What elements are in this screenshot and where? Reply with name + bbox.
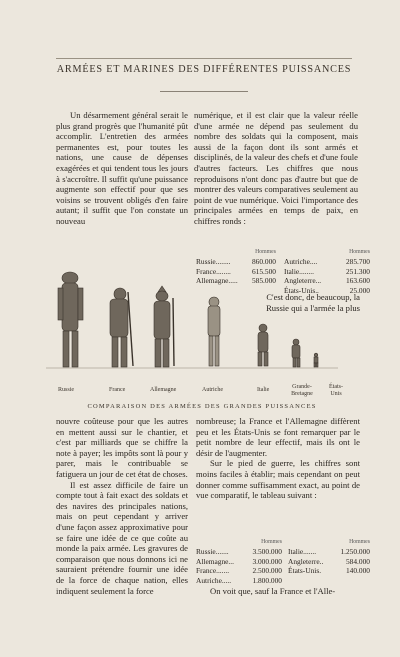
soldier-italy-figure <box>258 324 268 366</box>
paragraph: Il est assez difficile de faire un compte tout à fait exact des soldats et des navires des principales nations, mais on peut cependant y arriver d'une façon assez approximative pour se faire une idée de ce que coûte au monde la paix armée. Les gravures de comparaison que nous donnons ici ne sauraient prétendre fournir une idée de la force de chaque nation, elles indiquent seulement la force <box>56 479 188 596</box>
column-2-top <box>194 110 358 227</box>
stats-row: Russie....... 3.500.000 <box>196 547 282 557</box>
figure-label: Allemagne <box>150 387 177 393</box>
stats-row: Angleterre.. 584.000 <box>288 556 370 566</box>
soldiers-engraving <box>28 262 380 386</box>
figure-label: Russie <box>58 387 75 393</box>
soldiers-illustration <box>28 262 380 386</box>
soldier-russia-figure <box>58 272 83 367</box>
stats-row: Allemagne... 3.000.000 <box>196 556 282 566</box>
figure-label: États-Unis <box>329 384 343 397</box>
paragraph: nouvre coûteuse pour que les autres en mettent aussi sur le chantier, et c'est par milliards que se chiffre la note à payer; les impôts sont là pour y parer, mais le contribuable se fatiguera un jour de cet état de choses. <box>56 416 188 479</box>
stats-header: Hommes <box>255 249 276 255</box>
article-title: ARMÉES ET MARINES DES DIFFÉRENTES PUISSANCES <box>56 64 352 75</box>
stats-header: Hommes <box>349 539 370 545</box>
stats-row: Autriche..... 1.800.000 <box>196 575 282 585</box>
soldier-austria-figure <box>208 297 220 366</box>
stats-row: Angleterre... 163.600 <box>284 276 370 286</box>
stats-row: Russie........ 860.000 <box>196 257 276 267</box>
column-1-bottom <box>56 416 188 596</box>
figure-label: Grande-Bretagne <box>291 384 313 397</box>
figure-label: Italie <box>257 387 270 393</box>
war-stats-left <box>196 538 282 585</box>
stats-row: États-Unis.. 25.000 <box>284 285 370 295</box>
paragraph: Un désarmement général serait le plus grand progrès que l'humanité pût accomplir. L'entretien des armées permanentes est, pour toutes les nations, une cause de dépenses exagérées et qui tendent tous les jours à s'accroître. Il suffit qu'une puissance augmente son effectif pour que ses voisins se trouvent obligés d'en faire autant; il suffit que l'on constate un nouveau <box>56 110 188 226</box>
paragraph: numérique, et il est clair que la valeur réelle d'une armée ne dépend pas seulement du nombre des soldats qui la composent, mais aussi de la façon dont ils sont armés et disciplinés, de la valeur des chefs et d'une foule d'autres facteurs. Les chiffres que nous reproduisons n'ont donc pas d'autre but que de montrer des valeurs comparatives seulement au point de vue numérique. Voici l'importance des principales armées en temps de paix, en chiffres ronds : <box>194 110 358 226</box>
soldier-gb-figure <box>292 339 300 367</box>
paragraph: On voit que, sauf la France et l'Alle- <box>210 586 336 596</box>
stats-header: Hommes <box>261 539 282 545</box>
column-1-top <box>56 110 188 227</box>
column-2-last-line <box>196 586 360 597</box>
stats-row: États-Unis. 140.000 <box>288 566 370 576</box>
stats-row: Italie........ 251.300 <box>284 266 370 276</box>
title-rule <box>160 91 248 92</box>
soldier-usa-figure <box>314 353 318 367</box>
stats-row: France........ 615.500 <box>196 266 276 276</box>
paragraph: Sur le pied de guerre, les chiffres sont moins faciles à établir; mais cependant on peut donner comme suffisamment exact, au point de vue comparatif, le tableau suivant : <box>196 458 360 501</box>
illustration-caption: COMPARAISON DES ARMÉES DES GRANDES PUISSANCES <box>87 403 317 410</box>
stats-row: Italie....... 1.250.000 <box>288 547 370 557</box>
stats-row: France....... 2.500.000 <box>196 566 282 576</box>
stats-header: Hommes <box>349 249 370 255</box>
figure-label: France <box>109 387 126 393</box>
stats-row: Autriche.... 285.700 <box>284 257 370 267</box>
header-rule <box>56 58 352 59</box>
pull-text: C'est donc, de beaucoup, la Russie qui a l'armée la plus <box>266 292 360 313</box>
soldier-germany-figure <box>154 286 174 367</box>
column-2-bottom <box>196 416 360 501</box>
stats-row: Allemagne..... 585.000 <box>196 276 276 286</box>
war-stats-right <box>288 538 370 576</box>
figure-label: Autriche <box>202 387 223 393</box>
paragraph: nombreuse; la France et l'Allemagne diffèrent peu et les États-Unis se font remarquer par le petit nombre de leur effectif, mais ils ont le désir de l'augmenter. <box>196 416 360 458</box>
soldier-france-figure <box>110 288 133 367</box>
